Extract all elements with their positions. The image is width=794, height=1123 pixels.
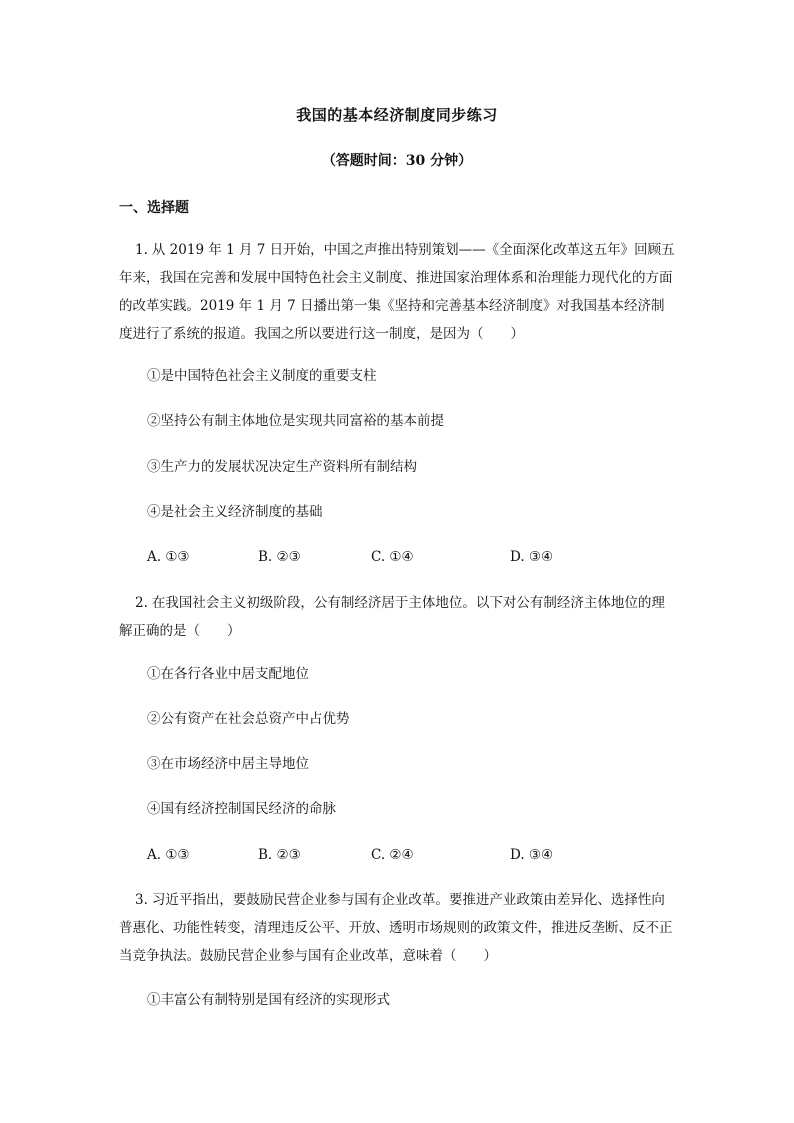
question-2-choices bbox=[147, 845, 667, 865]
question-2-option-1: ①在各行各业中居支配地位 bbox=[147, 666, 309, 682]
section-heading: 一、选择题 bbox=[119, 200, 189, 216]
question-number: 3. bbox=[135, 892, 148, 908]
question-stem: 习近平指出，要鼓励民营企业参与国有企业改革。要推进产业政策由差异化、选择性向普惠化、功能性转变，清理违反公平、开放、透明市场规则的政策文件，推进反垄断、反不正当竞争执法。鼓励民营企业参与国有企业改革，意味着（ ） bbox=[119, 892, 673, 964]
question-1-option-2: ②坚持公有制主体地位是实现共同富裕的基本前提 bbox=[147, 413, 444, 429]
question-number: 2. bbox=[135, 595, 148, 611]
question-stem: 在我国社会主义初级阶段，公有制经济居于主体地位。以下对公有制经济主体地位的理解正确的是（ ） bbox=[119, 595, 665, 639]
choice-c: C. ①④ bbox=[371, 549, 414, 565]
question-2-option-2: ②公有资产在社会总资产中占优势 bbox=[147, 711, 350, 727]
document-subtitle: （答题时间：30 分钟） bbox=[321, 153, 473, 169]
question-1-option-3: ③生产力的发展状况决定生产资料所有制结构 bbox=[147, 459, 417, 475]
question-2-option-3: ③在市场经济中居主导地位 bbox=[147, 756, 309, 772]
choice-b: B. ②③ bbox=[258, 549, 301, 565]
choice-b: B. ②③ bbox=[258, 847, 301, 863]
question-1 bbox=[119, 236, 675, 348]
question-1-option-4: ④是社会主义经济制度的基础 bbox=[147, 504, 323, 520]
question-3-option-1: ①丰富公有制特别是国有经济的实现形式 bbox=[147, 992, 390, 1008]
choice-d: D. ③④ bbox=[510, 549, 554, 565]
question-1-choices bbox=[147, 547, 667, 567]
choice-d: D. ③④ bbox=[510, 847, 554, 863]
document-title: 我国的基本经济制度同步练习 bbox=[296, 106, 498, 124]
question-2 bbox=[119, 589, 675, 645]
question-2-option-4: ④国有经济控制国民经济的命脉 bbox=[147, 801, 336, 817]
question-1-option-1: ①是中国特色社会主义制度的重要支柱 bbox=[147, 368, 377, 384]
question-stem: 从 2019 年 1 月 7 日开始，中国之声推出特别策划——《全面深化改革这五年》回顾五年来，我国在完善和发展中国特色社会主义制度、推进国家治理体系和治理能力现代化的方面的改革实践。2019 年 1 月 7 日播出第一集《坚持和完善基本经济制度》对我国基本经济制度进行了系统的报道。我国之所以要进行这一制度，是因为（ ） bbox=[119, 242, 675, 342]
question-3 bbox=[119, 886, 675, 970]
question-number: 1. bbox=[135, 242, 148, 258]
choice-a: A. ①③ bbox=[147, 847, 190, 863]
choice-a: A. ①③ bbox=[147, 549, 190, 565]
choice-c: C. ②④ bbox=[371, 847, 414, 863]
